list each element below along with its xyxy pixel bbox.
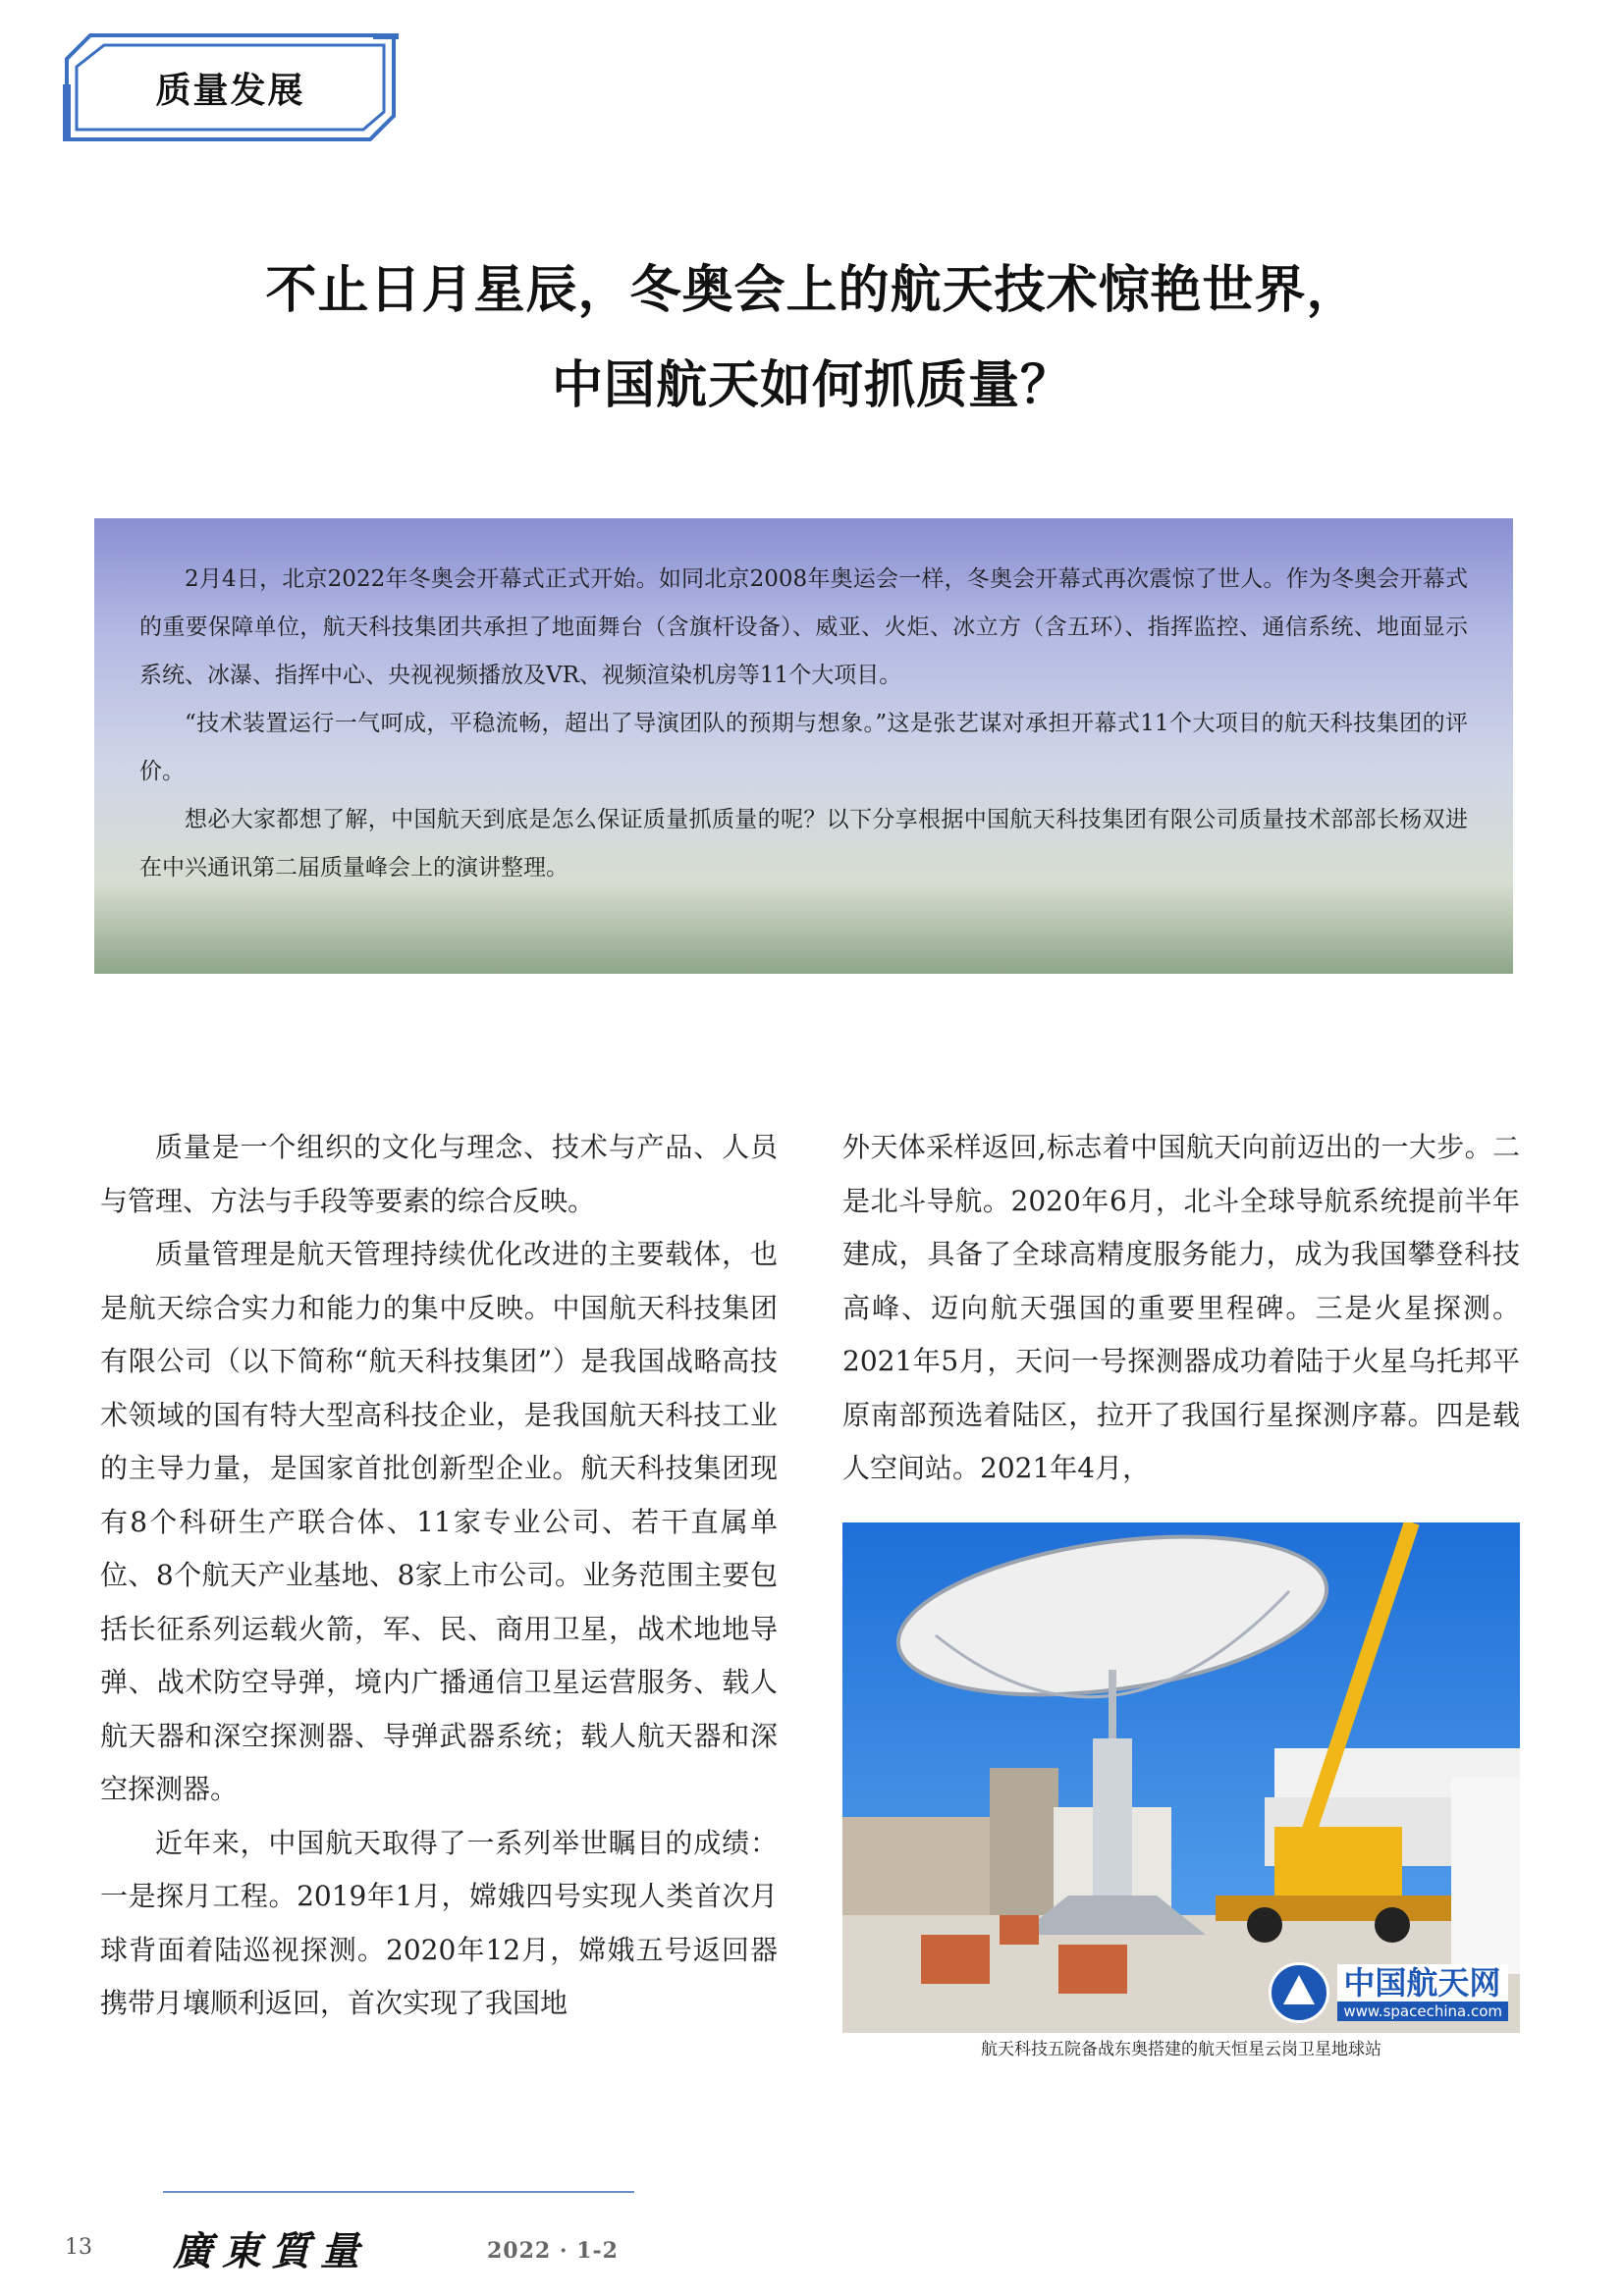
article-title-line1: 不止日月星辰，冬奥会上的航天技术惊艳世界， — [265, 261, 1359, 320]
intro-paragraph: “技术装置运行一气呵成，平稳流畅，超出了导演团队的预期与想象。”这是张艺谋对承担开幕式11个大项目的航天科技集团的评价。 — [139, 711, 1468, 784]
body-paragraph: 近年来，中国航天取得了一系列举世瞩目的成绩：一是探月工程。2019年1月，嫦娥四号实现人类首次月球背面着陆巡视探测。2020年12月，嫦娥五号返回器携带月壤顺利返回，首次实现了我国地 — [100, 1826, 778, 2019]
body-paragraph: 外天体采样返回,标志着中国航天向前迈出的一大步。二是北斗导航。2020年6月，北斗全球导航系统提前半年建成，具备了全球高精度服务能力，成为我国攀登科技高峰、迈向航天强国的重要里程碑。三是火星探测。2021年5月，天问一号探测器成功着陆于火星乌托邦平原南部预选着陆区，拉开了我国行星探测序幕。四是载人空间站。2021年4月， — [842, 1131, 1520, 1484]
body-paragraph: 质量是一个组织的文化与理念、技术与产品、人员与管理、方法与手段等要素的综合反映。 — [100, 1131, 778, 1217]
body-paragraph: 质量管理是航天管理持续优化改进的主要载体，也是航天综合实力和能力的集中反映。中国航天科技集团有限公司（以下简称“航天科技集团”）是我国战略高技术领域的国有特大型高科技企业，是我国航天科技工业的主导力量，是国家首批创新型企业。航天科技集团现有8个科研生产联合体、11家专业公司、若干直属单位、8个航天产业基地、8家上市公司。业务范围主要包括长征系列运载火箭，军、民、商用卫星，战术地地导弹、战术防空导弹，境内广播通信卫星运营服务、载人航天器和深空探测器、导弹武器系统；载人航天器和深空探测器。 — [100, 1238, 778, 1805]
body-right-column — [842, 1121, 1520, 1496]
satellite-station-photo — [842, 1522, 1520, 2033]
body-left-column — [100, 1121, 778, 2031]
section-label: 质量发展 — [155, 70, 305, 111]
page-number: 13 — [65, 2235, 92, 2260]
magazine-logo: 廣東質量 — [173, 2228, 369, 2274]
intro-paragraph: 2月4日，北京2022年冬奥会开幕式正式开始。如同北京2008年奥运会一样，冬奥会开幕式再次震惊了世人。作为冬奥会开幕式的重要保障单位，航天科技集团共承担了地面舞台（含旗杆设备）、威亚、火炬、冰立方（含五环）、指挥监控、通信系统、地面显示系统、冰瀑、指挥中心、央视视频播放及VR、视频渲染机房等11个大项目。 — [139, 566, 1468, 688]
watermark-url: www.spacechina.com — [1337, 2002, 1508, 2021]
intro-paragraph: 想必大家都想了解，中国航天到底是怎么保证质量抓质量的呢？以下分享根据中国航天科技集团有限公司质量技术部部长杨双进在中兴通讯第二届质量峰会上的演讲整理。 — [139, 807, 1468, 881]
watermark-name: 中国航天网 — [1337, 1964, 1508, 2002]
article-title-line2: 中国航天如何抓质量？ — [551, 356, 1072, 415]
issue-number: 2022 · 1-2 — [487, 2238, 619, 2264]
photo-illustration — [842, 1522, 1520, 2033]
casc-logo-icon — [1269, 1962, 1329, 2023]
footer-divider — [163, 2191, 634, 2193]
photo-caption: 航天科技五院备战东奥搭建的航天恒星云岗卫星地球站 — [981, 2040, 1381, 2059]
spacechina-watermark — [1269, 1962, 1508, 2023]
intro-box — [94, 518, 1513, 974]
section-badge — [61, 29, 400, 145]
